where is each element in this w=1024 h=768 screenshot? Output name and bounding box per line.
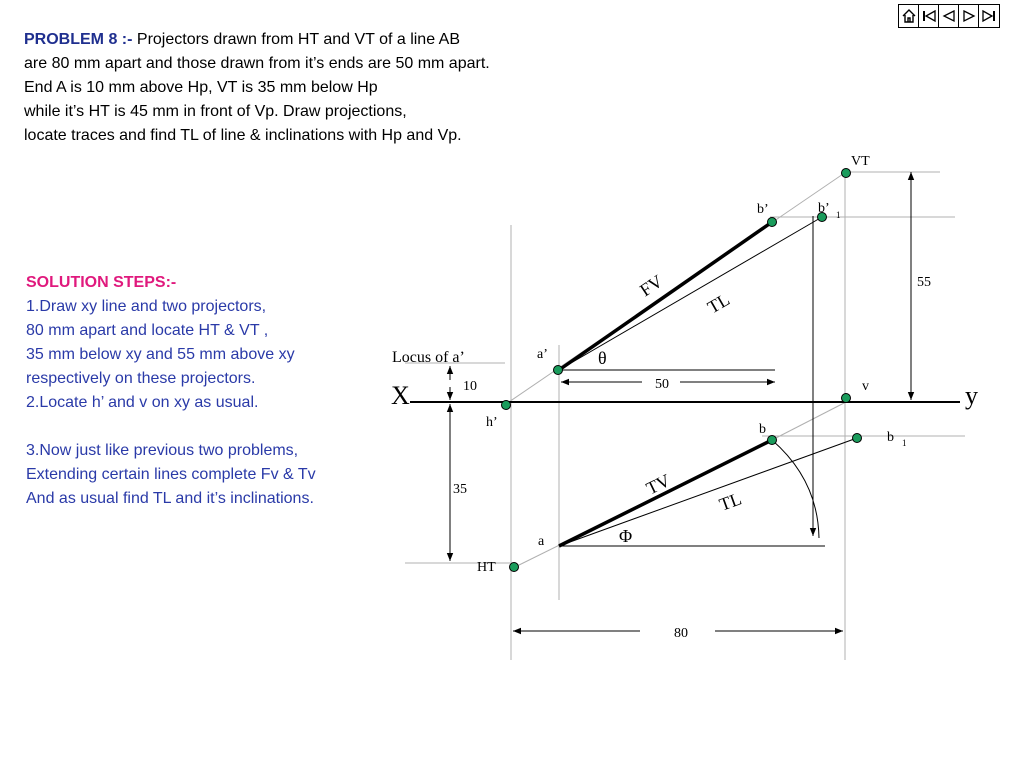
point-h-prime bbox=[502, 401, 511, 410]
problem-line: while it’s HT is 45 mm in front of Vp. Draw projections, bbox=[24, 103, 407, 120]
solution-step: 80 mm apart and locate HT & VT , bbox=[26, 322, 269, 339]
solution-step: 3.Now just like previous two problems, bbox=[26, 442, 299, 459]
solution-step: 2.Locate h’ and v on xy as usual. bbox=[26, 394, 259, 411]
solution-step: And as usual find TL and it’s inclinations. bbox=[26, 490, 314, 507]
label-h-prime: h’ bbox=[486, 415, 498, 430]
label-dim-35: 35 bbox=[453, 482, 467, 497]
problem-text: Projectors drawn from HT and VT of a line AB bbox=[132, 31, 461, 48]
problem-line: locate traces and find TL of line & inclinations with Hp and Vp. bbox=[24, 127, 462, 144]
fv-line bbox=[559, 222, 772, 370]
solution-step: 1.Draw xy line and two projectors, bbox=[26, 298, 267, 315]
solution-step: respectively on these projectors. bbox=[26, 370, 256, 387]
point-b-prime bbox=[768, 218, 777, 227]
label-b1: b bbox=[887, 430, 894, 445]
solution-step: 35 mm below xy and 55 mm above xy bbox=[26, 346, 295, 363]
solution-title: SOLUTION STEPS:- bbox=[26, 274, 177, 291]
label-b: b bbox=[759, 422, 766, 437]
label-dim-55: 55 bbox=[917, 275, 931, 290]
label-a-prime: a’ bbox=[537, 347, 548, 362]
label-theta: θ bbox=[598, 348, 607, 368]
problem-line: End A is 10 mm above Hp, VT is 35 mm below Hp bbox=[24, 79, 378, 96]
point-a-prime bbox=[554, 366, 563, 375]
label-b1-sub: 1 bbox=[902, 438, 907, 448]
problem-line: are 80 mm apart and those drawn from it’s ends are 50 mm apart. bbox=[24, 55, 490, 72]
label-tl-front: TL bbox=[704, 289, 734, 318]
label-phi: Φ bbox=[619, 526, 633, 546]
label-dim-10: 10 bbox=[463, 379, 477, 394]
label-dim-80: 80 bbox=[674, 626, 688, 641]
tl-top-line bbox=[559, 438, 857, 546]
label-tl-top: TL bbox=[716, 488, 745, 515]
label-v: v bbox=[862, 379, 869, 394]
label-fv: FV bbox=[636, 270, 667, 301]
label-tv: TV bbox=[642, 470, 674, 499]
label-vt: VT bbox=[851, 154, 870, 169]
label-y: y bbox=[965, 381, 978, 410]
diagram-labels bbox=[391, 154, 978, 641]
tv-to-v bbox=[772, 402, 846, 440]
point-vt bbox=[842, 169, 851, 178]
point-b bbox=[768, 436, 777, 445]
problem-label: PROBLEM 8 :- bbox=[24, 31, 133, 48]
label-locus: Locus of a’ bbox=[392, 349, 465, 366]
label-a: a bbox=[538, 534, 545, 549]
point-v bbox=[842, 394, 851, 403]
label-b-prime: b’ bbox=[757, 202, 769, 217]
label-x: X bbox=[391, 381, 410, 410]
point-ht bbox=[510, 563, 519, 572]
label-b1-prime: b’ bbox=[818, 201, 830, 216]
tv-line bbox=[559, 440, 772, 546]
point-b1 bbox=[853, 434, 862, 443]
label-ht: HT bbox=[477, 560, 496, 575]
solution-step: Extending certain lines complete Fv & Tv bbox=[26, 466, 316, 483]
label-dim-50: 50 bbox=[655, 377, 669, 392]
label-b1-prime-sub: 1 bbox=[836, 210, 841, 220]
